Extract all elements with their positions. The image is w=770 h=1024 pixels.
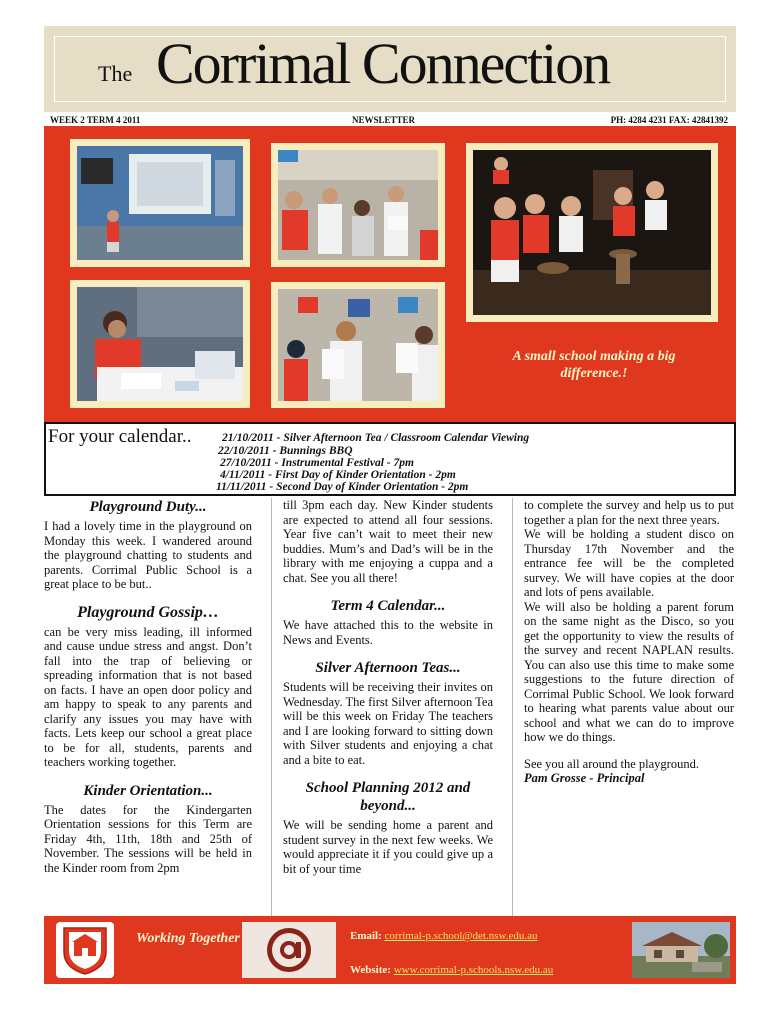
photo-panel [44,126,736,422]
footer [44,916,736,984]
email-label: Email: [350,930,382,942]
students-presenting-photo [271,282,445,408]
disco-text: We will be holding a student disco on Thursday 17th November and the entrance fee will be the completed survey. We will have copies at the door and lots of pens available. [524,527,734,599]
school-building-photo [632,922,730,978]
writing-scene [77,287,243,401]
info-bar [44,112,736,126]
column-divider [512,498,513,916]
email-row [350,930,538,942]
parent-forum-text: We will also be holding a parent forum on the same night as the Disco, so you get the opportunity to view the results of the survey and recent NAPLAN results. You can also use this time to make some suggestions to the future direction of Corrimal Public School. We look forward to hearing what parents value about our school and what we can do to improve how we do things. [524,599,734,744]
website-row [350,964,553,976]
calendar-item: 27/10/2011 - Instrumental Festival - 7pm [220,457,414,469]
column-3 [524,498,734,786]
playground-duty-text: I had a lovely time in the playground on Monday this week. I wandered around the playground chatting to students and parents. Corrimal Public School is a great place to be but.. [44,519,252,591]
masthead [44,26,736,112]
playground-gossip-heading: Playground Gossip… [77,603,219,621]
reading-scene [278,150,438,260]
closing-text: See you all around the playground. [524,756,699,771]
photo-image [473,150,711,315]
column-divider [271,498,272,916]
calendar-label: For your calendar.. [48,426,192,447]
school-planning-text: We will be sending home a parent and student survey in the next few weeks. We would appreciate it if you could give up a bit of your time [283,818,493,876]
term-calendar-heading: Term 4 Calendar... [330,598,446,614]
playground-duty-heading: Playground Duty... [89,499,207,515]
footer-tagline: Working Together [136,931,240,946]
drumming-scene [473,150,711,315]
email-link[interactable]: corrimal-p.school@det.nsw.edu.au [384,930,538,942]
spacer [283,585,493,597]
school-crest-graphic [56,922,114,978]
calendar-item: 22/10/2011 - Bunnings BBQ [218,445,353,457]
calendar-item: 4/11/2011 - First Day of Kinder Orientation - 2pm [220,469,456,481]
kinder-orientation-continued: till 3pm each day. New Kinder students are expected to attend all four sessions. Year five can’t wait to meet their new buddies. Mum’s and Dad’s will be in the library with me enjoying a cuppa and a chat. See you all there! [283,498,493,585]
calendar-item: 11/11/2011 - Second Day of Kinder Orientation - 2pm [216,481,469,493]
survey-continued: to complete the survey and help us to put together a plan for the next three years. [524,498,734,527]
classroom-scene [77,146,243,260]
kinder-orientation-text: The dates for the Kindergarten Orientation sessions for this Term are Friday 4th, 11th, 18th and 25th of November. The sessions will be held in the Kinder room from 2pm [44,802,252,875]
photo-image [77,287,243,401]
classroom-whiteboard-photo [70,139,250,267]
silver-teas-text: Students will be receiving their invites on Wednesday. The first Silver afternoon Tea will be this week on Friday The teachers and I are looking forward to sitting down with Silver students and enjoying a chat and a bite to eat. [283,680,493,767]
tagline: A small school making a big difference.! [512,349,676,381]
presenting-scene [278,289,438,401]
student-writing-photo [70,280,250,408]
newsletter-label: NEWSLETTER [352,115,416,125]
column-1 [44,498,252,875]
newsletter-title: Corrimal Connection [156,31,610,96]
photo-image [278,150,438,260]
phone-fax: PH: 4284 4231 FAX: 42841392 [610,115,728,125]
photo-image [278,289,438,401]
at-symbol-icon [242,922,336,978]
school-crest-icon [56,922,114,978]
calendar-box [44,422,736,496]
column-2 [283,498,493,876]
term-calendar-text: We have attached this to the website in News and Events. [283,618,493,647]
website-link[interactable]: www.corrimal-p.schools.nsw.edu.au [393,964,554,976]
school-building-graphic [632,922,730,978]
students-reading-photo [271,143,445,267]
students-drumming-photo [466,143,718,322]
silver-teas-heading: Silver Afternoon Teas... [315,660,461,676]
week-term: WEEK 2 TERM 4 2011 [50,115,141,125]
photo-image [77,146,243,260]
school-planning-heading: School Planning 2012 and beyond... [305,780,471,814]
spacer [283,767,493,779]
spacer [44,770,252,782]
calendar-item: 21/10/2011 - Silver Afternoon Tea / Classroom Calendar Viewing [222,432,530,444]
website-label: Website: [350,964,391,976]
spacer [283,647,493,659]
kinder-orientation-heading: Kinder Orientation... [83,782,213,799]
principal-signature: Pam Grosse - Principal [524,771,645,785]
spacer [524,745,734,757]
masthead-article: The [98,61,133,86]
spacer [44,592,252,604]
at-symbol-graphic [242,922,336,978]
playground-gossip-text: can be very miss leading, ill informed and cause undue stress and angst. Don’t fall into the trap of believing or spreading information that is not based on facts. I have an open door policy and am happy to speak to any parents and clarify any issues you may have with facts. Lets keep our school a great place to be for all, students, parents and teachers working together. [44,624,252,769]
